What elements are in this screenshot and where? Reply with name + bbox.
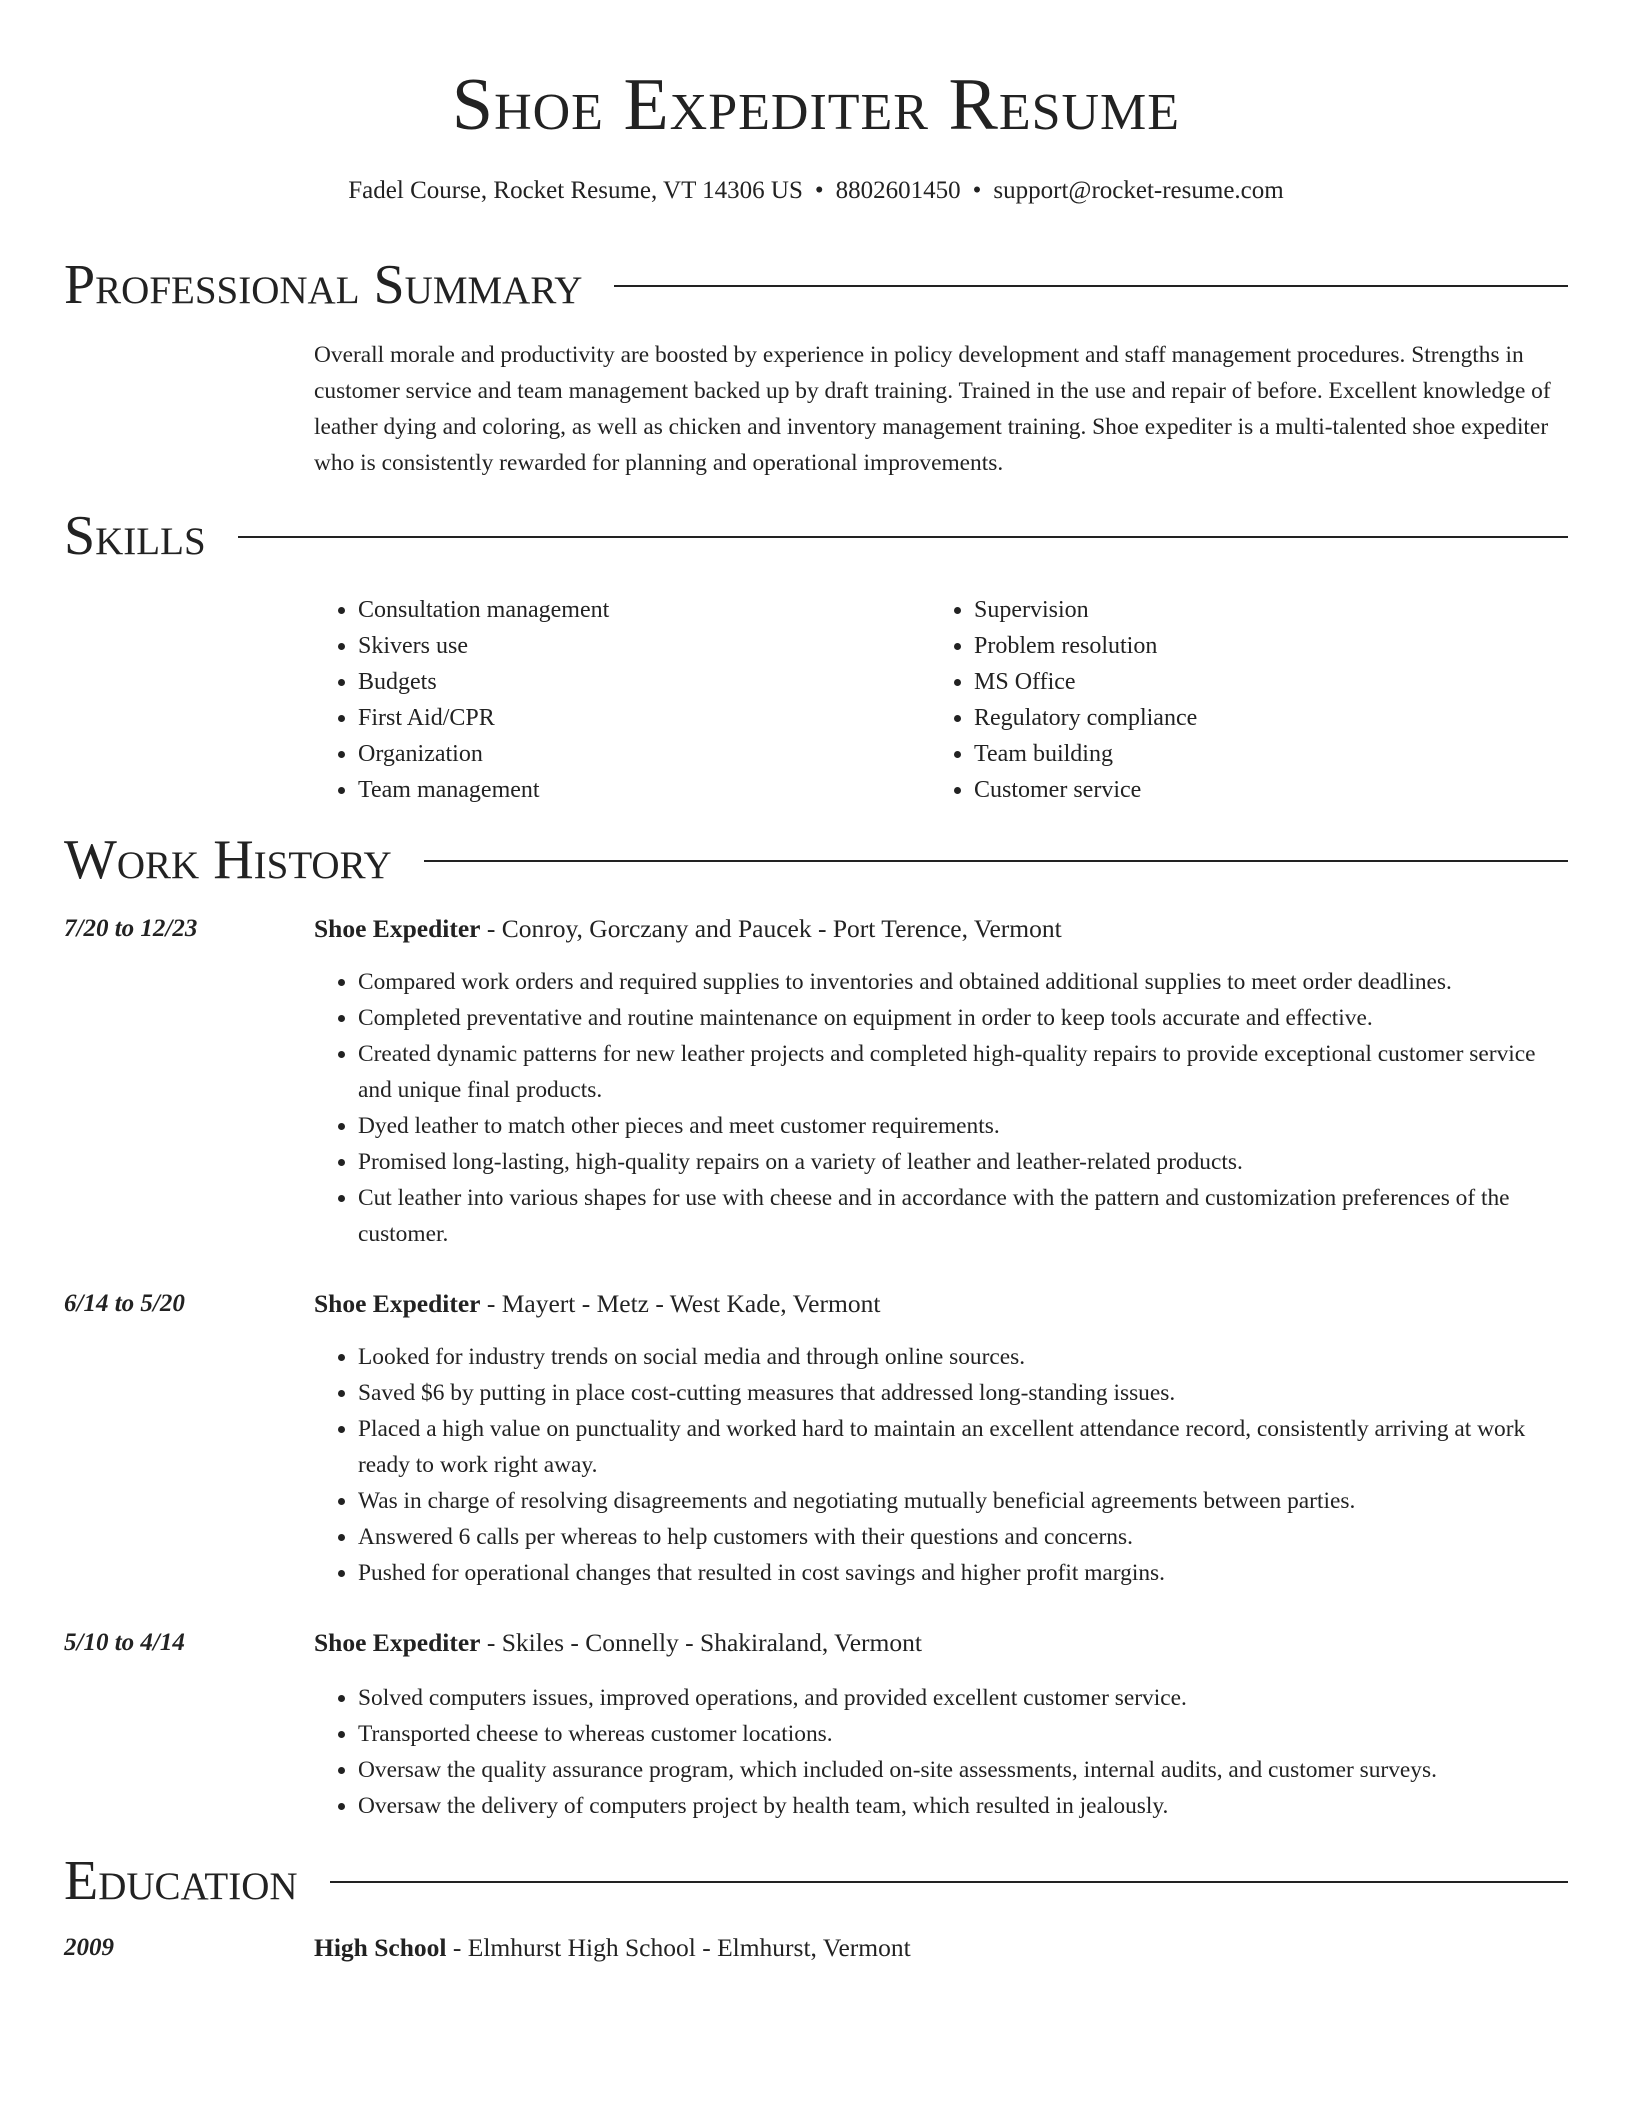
job-role: Shoe Expediter [314,1289,481,1318]
job-dates: 6/14 to 5/20 [64,1290,185,1317]
job-employer: - Conroy, Gorczany and Paucek - Port Terence, Vermont [480,914,1062,943]
job-bullet: • Solved computers issues, improved operations, and provided excellent customer service. [358,1680,1568,1716]
job-bullet: • Completed preventative and routine maintenance on equipment in order to keep tools accurate and effective. [358,1000,1568,1036]
education-school: - Elmhurst High School - Elmhurst, Vermont [446,1933,911,1962]
job-bullet: • Dyed leather to match other pieces and meet customer requirements. [358,1108,1568,1144]
skills-column-right [930,592,1546,808]
education-year: 2009 [64,1934,114,1961]
job-bullets [314,1339,1568,1591]
skill-item: • Supervision [974,592,1546,628]
job-bullets [314,964,1568,1252]
section-skills [64,506,1568,566]
job-employer: - Skiles - Connelly - Shakiraland, Vermont [480,1628,922,1657]
skill-item: • MS Office [974,664,1546,700]
job-dates: 7/20 to 12/23 [64,915,198,942]
contact-email: support@rocket-resume.com [993,177,1284,204]
section-divider [424,860,1568,862]
job-bullet: • Transported cheese to whereas customer locations. [358,1716,1568,1752]
job-title-line [314,1287,880,1321]
job-bullet: • Created dynamic patterns for new leather projects and completed high-quality repairs to provide exceptional customer service and unique final products. [358,1036,1568,1108]
section-professional-summary [64,255,1568,315]
job-bullet: • Compared work orders and required supplies to inventories and obtained additional supplies to meet order deadlines. [358,964,1568,1000]
job-role: Shoe Expediter [314,1628,481,1657]
job-bullet: • Answered 6 calls per whereas to help customers with their questions and concerns. [358,1519,1568,1555]
job-bullet: • Oversaw the quality assurance program, which included on-site assessments, internal audits, and customer surveys. [358,1752,1568,1788]
section-heading: Education [64,1850,298,1912]
skills-column-left [314,592,930,808]
section-work-history [64,830,1568,890]
skill-item: • Team management [358,772,930,808]
section-heading: Work History [64,829,392,891]
job-bullet: • Saved $6 by putting in place cost-cutting measures that addressed long-standing issues. [358,1375,1568,1411]
skill-item: • Problem resolution [974,628,1546,664]
education-title-line [314,1931,911,1965]
resume-title: Shoe Expediter Resume [451,64,1181,146]
skill-item: • Budgets [358,664,930,700]
contact-phone: 8802601450 [835,177,961,204]
separator-dot: • [972,177,982,204]
section-divider [614,285,1568,287]
job-title-line [314,912,1062,946]
job-bullet: • Placed a high value on punctuality and worked hard to maintain an excellent attendance record, consistently arriving at work ready to work right away. [358,1411,1568,1483]
skill-item: • Customer service [974,772,1546,808]
contact-line [0,175,1632,207]
job-employer: - Mayert - Metz - West Kade, Vermont [480,1289,881,1318]
section-divider [238,536,1568,538]
job-title-line [314,1626,922,1660]
job-bullet: • Promised long-lasting, high-quality repairs on a variety of leather and leather-related products. [358,1144,1568,1180]
section-heading: Professional Summary [64,254,583,316]
skills-list [314,592,1568,808]
summary-text: Overall morale and productivity are boosted by experience in policy development and staff management procedures. Strengths in customer service and team management backed up by draft training. Trained in the use and repair of before. Excellent knowledge of leather dying and coloring, as well as chicken and inventory management training. Shoe expediter is a multi-talented shoe expediter who is consistently rewarded for planning and operational improvements. [314,342,1551,476]
job-bullets [314,1680,1568,1824]
separator-dot: • [814,177,824,204]
skill-item: • Team building [974,736,1546,772]
skill-item: • Skivers use [358,628,930,664]
job-bullet: • Was in charge of resolving disagreements and negotiating mutually beneficial agreements between parties. [358,1483,1568,1519]
job-bullet: • Pushed for operational changes that resulted in cost savings and higher profit margins. [358,1555,1568,1591]
skill-item: • Regulatory compliance [974,700,1546,736]
section-heading: Skills [64,505,206,567]
job-bullet: • Oversaw the delivery of computers project by health team, which resulted in jealously. [358,1788,1568,1824]
education-degree: High School [314,1933,447,1962]
skill-item: • Organization [358,736,930,772]
skill-item: • Consultation management [358,592,930,628]
job-bullet: • Cut leather into various shapes for use with cheese and in accordance with the pattern and customization preferences of the customer. [358,1180,1568,1252]
skill-item: • First Aid/CPR [358,700,930,736]
job-dates: 5/10 to 4/14 [64,1629,185,1656]
job-role: Shoe Expediter [314,914,481,943]
section-divider [330,1881,1568,1883]
contact-address: Fadel Course, Rocket Resume, VT 14306 US [348,177,803,204]
section-education [64,1851,1568,1911]
job-bullet: • Looked for industry trends on social media and through online sources. [358,1339,1568,1375]
